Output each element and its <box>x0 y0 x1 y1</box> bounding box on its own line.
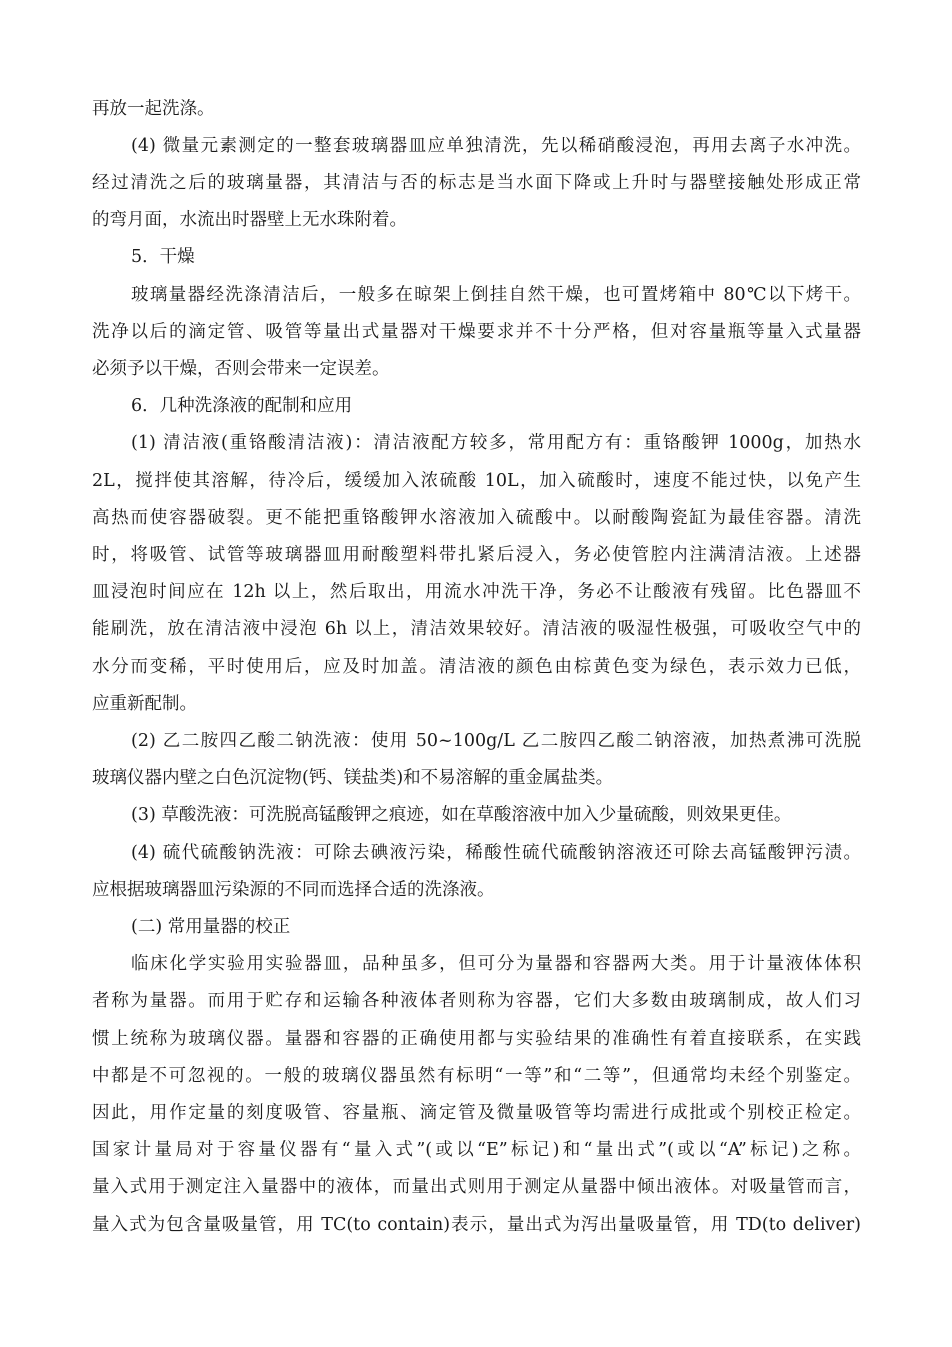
text-line: (3) 草酸洗液：可洗脱高锰酸钾之痕迹，如在草酸溶液中加入少量硫酸，则效果更佳。 <box>131 805 792 825</box>
section-heading: 5．干燥 <box>131 247 195 267</box>
text-line: 玻璃量器经洗涤清洁后，一般多在晾架上倒挂自然干燥，也可置烤箱中 80℃以下烤干。 <box>131 285 861 305</box>
text-line: 时，将吸管、试管等玻璃器皿用耐酸塑料带扎紧后浸入，务必使管腔内注满清洁液。上述器 <box>92 545 861 565</box>
text-line: 应重新配制。 <box>92 694 197 714</box>
section-heading: (二) 常用量器的校正 <box>131 917 291 937</box>
text-line: 应根据玻璃器皿污染源的不同而选择合适的洗涤液。 <box>92 880 495 900</box>
text-line: 因此，用作定量的刻度吸管、容量瓶、滴定管及微量吸管等均需进行成批或个别校正检定。 <box>92 1103 861 1123</box>
text-line: 量入式用于测定注入量器中的液体，而量出式则用于测定从量器中倾出液体。对吸量管而言， <box>92 1177 861 1197</box>
text-line: 国家计量局对于容量仪器有“量入式”(或以“E”标记)和“量出式”(或以“A”标记)之称。 <box>92 1140 861 1160</box>
text-line: 2L，搅拌使其溶解，待冷后，缓缓加入浓硫酸 10L，加入硫酸时，速度不能过快，以免产生 <box>92 471 861 491</box>
text-line: 再放一起洗涤。 <box>92 99 215 119</box>
text-line: 临床化学实验用实验器皿，品种虽多，但可分为量器和容器两大类。用于计量液体体积 <box>131 954 861 974</box>
text-line: 者称为量器。而用于贮存和运输各种液体者则称为容器，它们大多数由玻璃制成，故人们习 <box>92 991 861 1011</box>
text-line: 能刷洗，放在清洁液中浸泡 6h 以上，清洁效果较好。清洁液的吸湿性极强，可吸收空气中的 <box>92 619 861 639</box>
text-line: 中都是不可忽视的。一般的玻璃仪器虽然有标明“一等”和“二等”，但通常均未经个别鉴定。 <box>92 1066 861 1086</box>
text-line: 量入式为包含量吸量管，用 TC(to contain)表示，量出式为泻出量吸量管，用 TD(to deliver) <box>92 1215 861 1235</box>
text-line: 皿浸泡时间应在 12h 以上，然后取出，用流水冲洗干净，务必不让酸液有残留。比色器皿不 <box>92 582 861 602</box>
text-line: 水分而变稀，平时使用后，应及时加盖。清洁液的颜色由棕黄色变为绿色，表示效力已低， <box>92 657 861 677</box>
text-line: 玻璃仪器内壁之白色沉淀物(钙、镁盐类)和不易溶解的重金属盐类。 <box>92 768 614 788</box>
text-line: (2) 乙二胺四乙酸二钠洗液：使用 50~100g/L 乙二胺四乙酸二钠溶液，加热煮沸可洗脱 <box>131 731 861 751</box>
text-line: (4) 硫代硫酸钠洗液：可除去碘液污染，稀酸性硫代硫酸钠溶液还可除去高锰酸钾污渍。 <box>131 843 861 863</box>
text-line: 必须予以干燥，否则会带来一定误差。 <box>92 359 390 379</box>
text-line: 的弯月面，水流出时器壁上无水珠附着。 <box>92 210 407 230</box>
text-line: 惯上统称为玻璃仪器。量器和容器的正确使用都与实验结果的准确性有着直接联系，在实践 <box>92 1029 861 1049</box>
text-line: 高热而使容器破裂。更不能把重铬酸钾水溶液加入硫酸中。以耐酸陶瓷缸为最佳容器。清洗 <box>92 508 861 528</box>
section-heading: 6．几种洗涤液的配制和应用 <box>131 396 353 416</box>
text-line: 经过清洗之后的玻璃量器，其清洁与否的标志是当水面下降或上升时与器壁接触处形成正常 <box>92 173 861 193</box>
text-line: (4) 微量元素测定的一整套玻璃器皿应单独清洗，先以稀硝酸浸泡，再用去离子水冲洗。 <box>131 136 861 156</box>
text-line: (1) 清洁液(重铬酸清洁液)：清洁液配方较多，常用配方有：重铬酸钾 1000g，加热水 <box>131 433 861 453</box>
text-line: 洗净以后的滴定管、吸管等量出式量器对干燥要求并不十分严格，但对容量瓶等量入式量器 <box>92 322 861 342</box>
